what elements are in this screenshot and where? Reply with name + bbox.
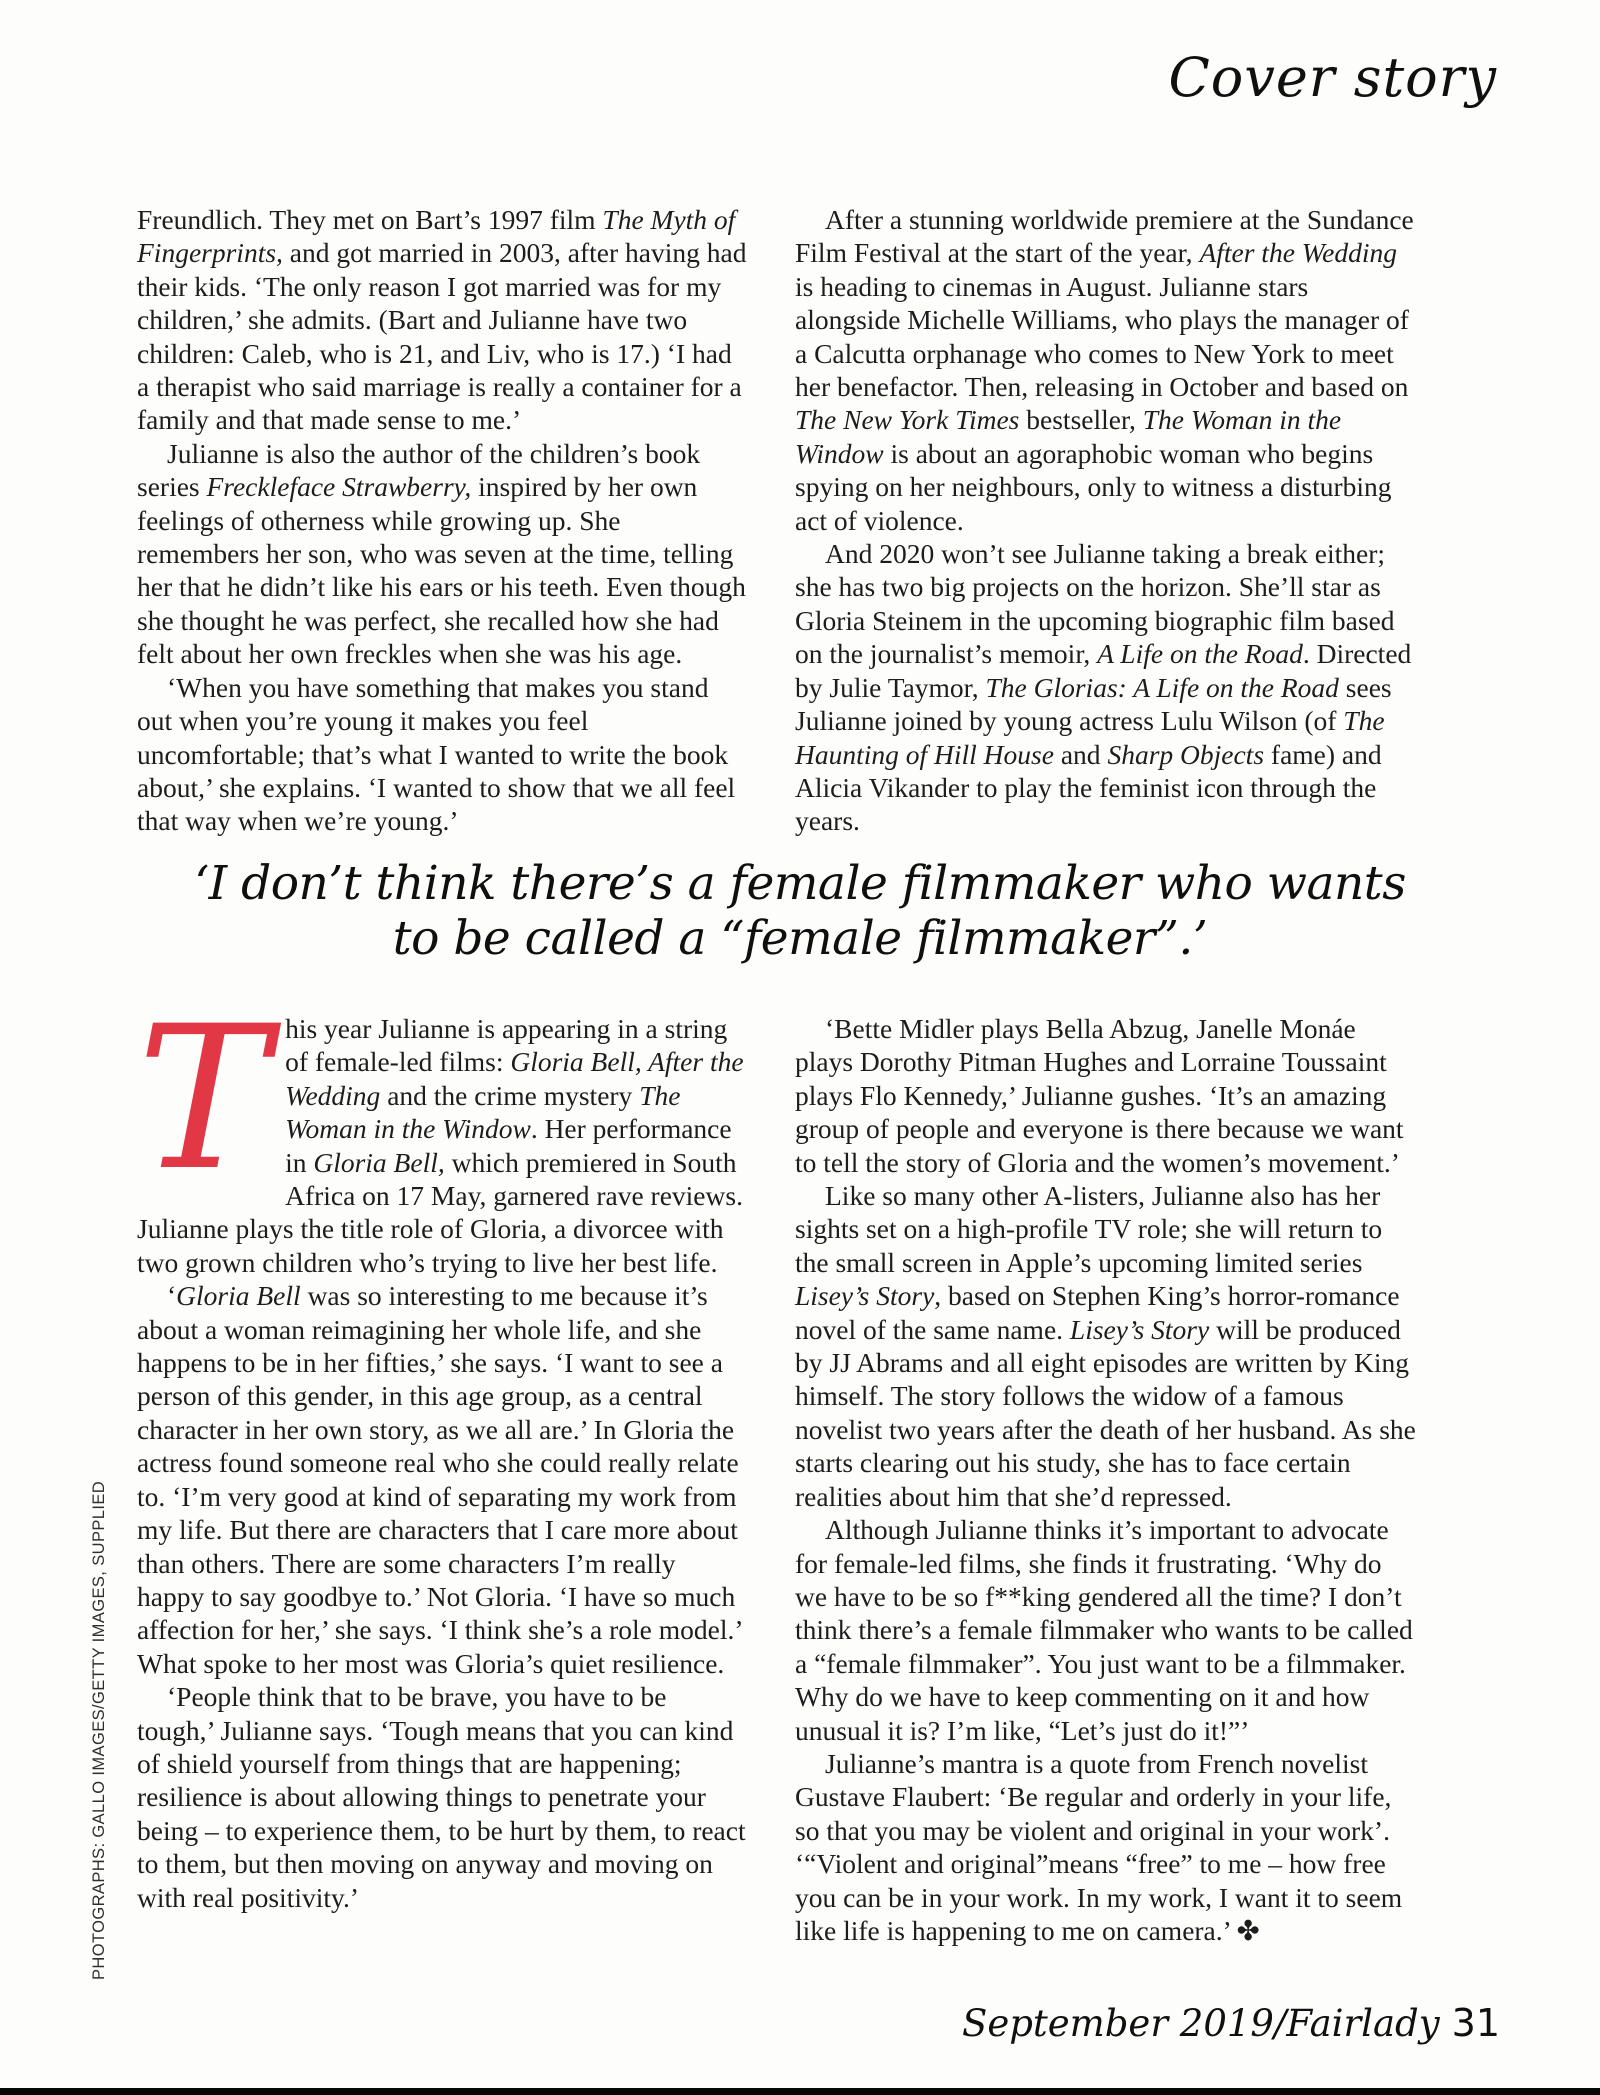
top-left-column <box>137 203 747 838</box>
article-top-section <box>137 203 1420 838</box>
paragraph <box>795 1012 1420 1179</box>
text-run: Julianne is also the author of the children’s book series <box>137 437 701 503</box>
text-run: and got married in 2003, after having had their kids. ‘The only reason I got married was for my children,’ she admits. (Bart and Julianne have two children: Caleb, who is 21, and Liv, who is 17.) ‘I had a therapist who said marriage is really a container for a family and that made sense to me.’ <box>137 237 747 436</box>
italic-title-run: The Glorias: A Life on the Road <box>985 671 1339 703</box>
text-run: . Her performance in <box>285 1113 732 1178</box>
text-run: ‘Bette Midler plays Bella Abzug, Janelle Monáe plays Dorothy Pitman Hughes and Lorraine Toussaint plays Flo Kennedy,’ Julianne gushes. ‘It’s an amazing group of people and everyone is there because we want to tell the story of Gloria and the women’s movement.’ <box>795 1013 1404 1178</box>
article-bottom-section <box>137 983 1420 1947</box>
italic-title-run: Freckleface Strawberry, <box>206 471 472 503</box>
italic-title-run: Lisey’s Story <box>1069 1313 1210 1345</box>
paragraph <box>795 1179 1420 1513</box>
text-run: ‘When you have something that makes you stand out when you’re young it makes you feel uncomfortable; that’s what I wanted to write the book about,’ she explains. ‘I wanted to show that we all feel that way when we’re young.’ <box>137 671 736 837</box>
italic-title-run: Gloria Bell, <box>313 1146 445 1178</box>
text-run: . Directed by Julie Taymor, <box>795 638 1412 703</box>
pull-quote-line-1: ‘I don’t think there’s a female filmmaker who wants <box>194 856 1406 911</box>
section-kicker: Cover story <box>1168 46 1497 109</box>
pull-quote <box>0 856 1600 966</box>
italic-title-run: After the Wedding <box>1199 237 1397 269</box>
bottom-left-column <box>137 983 747 1947</box>
text-run: ‘ <box>167 1280 177 1312</box>
text-run: and the crime mystery <box>380 1079 640 1111</box>
text-run: ‘People think that to be brave, you have to be tough,’ Julianne says. ‘Tough means that you can kind of shield yourself from things that are happening; resilience is about allowing things to penetrate your being – to experience them, to be hurt by them, to react to them, but then moving on anyway and moving on with real positivity.’ <box>137 1681 746 1913</box>
text-run: , based on Stephen King’s horror-romance novel of the same name. <box>795 1280 1400 1345</box>
text-run: which premiered in South Africa on 17 May, garnered rave reviews. Julianne plays the title role of Gloria, a divorcee with two grown children who’s trying to live her best life. <box>137 1146 743 1278</box>
paragraph <box>137 203 747 437</box>
italic-title-run: The New York Times <box>795 404 1020 436</box>
paragraph <box>137 1680 747 1914</box>
text-run: Although Julianne thinks it’s important to advocate for female-led films, she finds it frustrating. ‘Why do we have to be so f**king gendered all the time? I don’t think there’s a female filmmaker who wants to be called a “female filmmaker”. You just want to be a filmmaker. Why do we have to keep commenting on it and how unusual it is? I’m like, “Let’s just do it!”’ <box>795 1514 1413 1746</box>
text-run: will be produced by JJ Abrams and all eight episodes are written by King himself. The story follows the widow of a famous novelist two years after the death of her husband. As she starts clearing out his study, she has to face certain realities about him that she’d repressed. <box>795 1313 1416 1512</box>
paragraph <box>795 1747 1420 1947</box>
italic-title-run: The Woman in the Window <box>795 404 1342 469</box>
italic-title-run: Gloria Bell <box>176 1280 301 1312</box>
photo-credit: PHOTOGRAPHS: GALLO IMAGES/GETTY IMAGES, SUPPLIED <box>90 1480 108 1980</box>
paragraph <box>137 437 747 671</box>
paragraph <box>137 1279 747 1680</box>
paragraph <box>137 671 747 838</box>
text-run: and <box>1053 738 1108 770</box>
text-run: Julianne’s mantra is a quote from French novelist Gustave Flaubert: ‘Be regular and orderly in your life, so that you may be violent and original in your work’. ‘“Violent and original”means “free” to me – how free you can be in your work. In my work, I want it to seem like life is happening to me on camera.’ ✤ <box>795 1747 1403 1946</box>
text-run: his year Julianne is appearing in a string of female-led films: <box>285 1013 728 1078</box>
page-number: 31 <box>1451 2001 1500 2045</box>
text-run: sees Julianne joined by young actress Lulu Wilson (of <box>795 671 1392 737</box>
pull-quote-line-2: to be called a “female filmmaker”.’ <box>392 911 1208 966</box>
text-run: is heading to cinemas in August. Julianne stars alongside Michelle Williams, who plays the manager of a Calcutta orphanage who comes to New York to meet her benefactor. Then, releasing in October and based on <box>795 270 1409 403</box>
italic-title-run: The Haunting of Hill House <box>795 705 1385 770</box>
text-run: was so interesting to me because it’s about a woman reimagining her whole life, and she happens to be in her fifties,’ she says. ‘I want to see a person of this gender, in this age group, as a central character in her own story, as we all are.’ In Gloria the actress found someone real who she could really relate to. ‘I’m very good at kind of separating my work from my life. But there are characters that I care more about than others. There are some characters I’m really happy to say goodbye to.’ Not Gloria. ‘I have so much affection for her,’ she says. ‘I think she’s a role model.’ What spoke to her most was Gloria’s quiet resilience. <box>137 1280 742 1679</box>
issue-title: September 2019/Fairlady <box>961 2002 1440 2045</box>
paragraph <box>795 537 1420 838</box>
page-bottom-edge <box>0 2088 1600 2095</box>
italic-title-run: A Life on the Road <box>1097 638 1303 670</box>
italic-title-run: Lisey’s Story <box>795 1280 935 1312</box>
text-run: bestseller, <box>1019 404 1143 436</box>
text-run: fame) and Alicia Vikander to play the feminist icon through the years. <box>795 738 1382 837</box>
text-run: inspired by her own feelings of otherness while growing up. She remembers her son, who was seven at the time, telling her that he didn’t like his ears or his teeth. Even though she thought he was perfect, she recalled how she had felt about her own freckles when she was his age. <box>137 471 746 670</box>
text-run: After a stunning worldwide premiere at the Sundance Film Festival at the start of the year, <box>795 204 1414 269</box>
text-run: is about an agoraphobic woman who begins spying on her neighbours, only to witness a disturbing act of violence. <box>795 437 1392 536</box>
paragraph <box>795 1513 1420 1747</box>
top-right-column <box>795 203 1420 838</box>
paragraph <box>137 983 747 1279</box>
page-footer <box>961 2001 1500 2045</box>
italic-title-run: The Myth of Fingerprints, <box>137 204 736 269</box>
italic-title-run: Sharp Objects <box>1107 738 1265 770</box>
text-run: And 2020 won’t see Julianne taking a break either; she has two big projects on the horizon. She’ll star as Gloria Steinem in the upcoming biographic film based on the journalist’s memoir, <box>795 538 1395 670</box>
drop-cap: T <box>137 983 270 1214</box>
bottom-right-column <box>795 1012 1420 1947</box>
italic-title-run: The Woman in the Window <box>285 1079 681 1145</box>
text-run: Freundlich. They met on Bart’s 1997 film <box>137 204 603 235</box>
italic-title-run: Gloria Bell, After the Wedding <box>285 1046 744 1111</box>
text-run: Like so many other A-listers, Julianne also has her sights set on a high-profile TV role; she will return to the small screen in Apple’s upcoming limited series <box>795 1180 1383 1278</box>
paragraph <box>795 203 1420 537</box>
